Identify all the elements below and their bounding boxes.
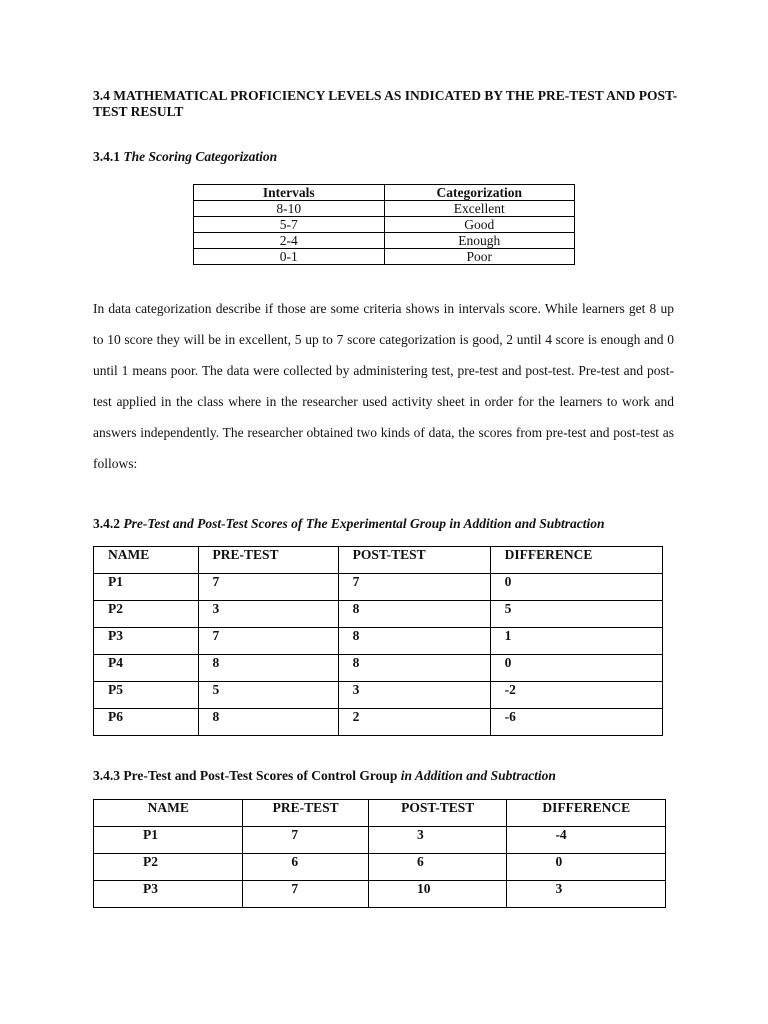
control-header-row: [94, 800, 666, 827]
control-title-bold: 3.4.3 Pre-Test and Post-Test Scores of Control Group: [93, 768, 398, 783]
post-test-cell: 8: [338, 601, 490, 628]
table-row: [94, 655, 663, 682]
post-test-cell: 7: [338, 574, 490, 601]
experimental-header-row: [94, 547, 663, 574]
pre-test-cell: 7: [243, 827, 369, 854]
interval-cell: 5-7: [194, 217, 385, 233]
post-test-cell: 3: [368, 827, 506, 854]
pre-test-cell: 6: [243, 854, 369, 881]
pre-test-cell: 7: [198, 574, 338, 601]
control-subheading: [93, 768, 556, 784]
table-row: [94, 827, 666, 854]
pre-test-cell: 3: [198, 601, 338, 628]
interval-cell: 0-1: [194, 249, 385, 265]
scoring-header-row: [194, 185, 575, 201]
name-cell: P1: [94, 827, 243, 854]
scoring-header-intervals: Intervals: [194, 185, 385, 201]
header-post-test: POST-TEST: [338, 547, 490, 574]
table-row: [194, 201, 575, 217]
header-name: NAME: [94, 800, 243, 827]
difference-cell: 3: [507, 881, 666, 908]
experimental-title: Pre-Test and Post-Test Scores of The Experimental Group in Addition and Subtraction: [123, 516, 605, 531]
name-cell: P1: [94, 574, 199, 601]
header-difference: DIFFERENCE: [507, 800, 666, 827]
name-cell: P3: [94, 628, 199, 655]
interval-cell: 8-10: [194, 201, 385, 217]
control-table: [93, 799, 666, 908]
table-row: [194, 249, 575, 265]
header-post-test: POST-TEST: [368, 800, 506, 827]
name-cell: P3: [94, 881, 243, 908]
name-cell: P2: [94, 601, 199, 628]
scoring-number: 3.4.1: [93, 149, 120, 164]
name-cell: P2: [94, 854, 243, 881]
table-row: [194, 217, 575, 233]
header-difference: DIFFERENCE: [490, 547, 662, 574]
table-row: [94, 628, 663, 655]
pre-test-cell: 7: [243, 881, 369, 908]
category-cell: Poor: [384, 249, 575, 265]
pre-test-cell: 7: [198, 628, 338, 655]
header-pre-test: PRE-TEST: [198, 547, 338, 574]
table-row: [94, 601, 663, 628]
name-cell: P5: [94, 682, 199, 709]
difference-cell: -2: [490, 682, 662, 709]
post-test-cell: 3: [338, 682, 490, 709]
pre-test-cell: 8: [198, 655, 338, 682]
difference-cell: -4: [507, 827, 666, 854]
table-row: [94, 574, 663, 601]
header-name: NAME: [94, 547, 199, 574]
body-paragraph: [93, 293, 674, 479]
paragraph-text: In data categorization describe if those are some criteria shows in intervals score. While learners get 8 up to 10 score they will be in excellent, 5 up to 7 score categorization is good, 2 until 4 score is enough and 0 until 1 means poor. The data were collected by administering test, pre-test and post-test. Pre-test and post-test applied in the class where in the researcher used activity sheet in order for the learners to work and answers independently. The researcher obtained two kinds of data, the scores from pre-test and post-test as follows:: [93, 301, 674, 471]
post-test-cell: 10: [368, 881, 506, 908]
table-row: [194, 233, 575, 249]
experimental-number: 3.4.2: [93, 516, 120, 531]
post-test-cell: 6: [368, 854, 506, 881]
name-cell: P4: [94, 655, 199, 682]
difference-cell: 5: [490, 601, 662, 628]
pre-test-cell: 5: [198, 682, 338, 709]
difference-cell: 0: [490, 574, 662, 601]
difference-cell: -6: [490, 709, 662, 736]
pre-test-cell: 8: [198, 709, 338, 736]
experimental-subheading: [93, 516, 605, 532]
header-pre-test: PRE-TEST: [243, 800, 369, 827]
table-row: [94, 709, 663, 736]
table-row: [94, 881, 666, 908]
category-cell: Enough: [384, 233, 575, 249]
section-heading: 3.4 MATHEMATICAL PROFICIENCY LEVELS AS INDICATED BY THE PRE-TEST AND POST-TEST RESULT: [93, 88, 678, 119]
category-cell: Excellent: [384, 201, 575, 217]
scoring-subheading: [93, 149, 277, 165]
table-row: [94, 682, 663, 709]
experimental-table: [93, 546, 663, 736]
scoring-title: The Scoring Categorization: [123, 149, 278, 164]
scoring-table: [193, 184, 575, 265]
name-cell: P6: [94, 709, 199, 736]
post-test-cell: 8: [338, 655, 490, 682]
difference-cell: 0: [490, 655, 662, 682]
control-title-italic: in Addition and Subtraction: [400, 768, 556, 783]
interval-cell: 2-4: [194, 233, 385, 249]
category-cell: Good: [384, 217, 575, 233]
difference-cell: 0: [507, 854, 666, 881]
post-test-cell: 2: [338, 709, 490, 736]
difference-cell: 1: [490, 628, 662, 655]
scoring-header-categorization: Categorization: [384, 185, 575, 201]
post-test-cell: 8: [338, 628, 490, 655]
table-row: [94, 854, 666, 881]
